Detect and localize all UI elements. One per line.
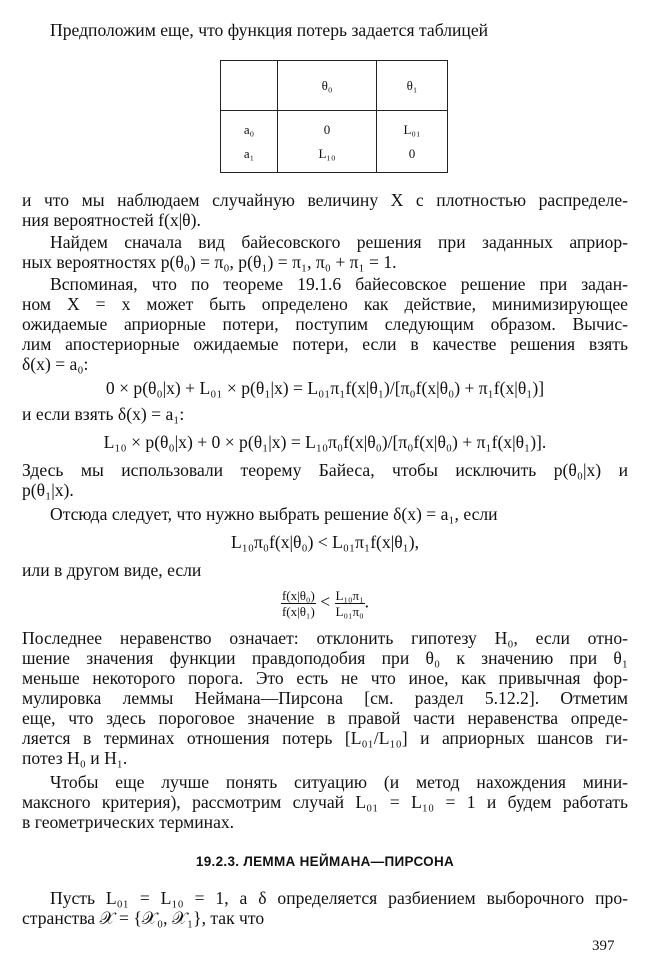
paragraph-line: Здесь мы использовали теорему Байеса, чтобы исключить p(θ₀|x) и [22,460,628,480]
paragraph-line: мулировка леммы Неймана—Пирсона [см. раздел 5.12.2]. Отметим [22,688,628,708]
fraction-threshold [335,588,365,619]
loss-table [220,60,448,173]
paragraph-line: Отсюда следует, что нужно выбрать решение δ(x) = a₁, если [50,504,498,524]
paragraph-line: или в другом виде, если [22,560,202,580]
paragraph-line: максного критерия), рассмотрим случай L₀₁ = L₁₀ = 1 и будем работать [22,792,628,812]
fraction-numerator: f(x|θ₀) [281,588,315,603]
fraction-denominator: f(x|θ₁) [281,604,315,619]
fraction-numerator: L₁₀π₁ [335,588,364,603]
paragraph-line: меньше некоторого порога. Это есть не что иное, как привычная фор- [22,668,628,688]
paragraph-line: лим апостериорные ожидаемые потери, если в качестве решения взять [22,334,628,354]
paragraph-line: в геометрических терминах. [22,812,235,832]
section-heading: 19.2.3. ЛЕММА НЕЙМАНА—ПИРСОНА [195,854,455,869]
paragraph-line: ном X = x может быть определено как действие, минимизирующее [22,294,628,314]
paragraph-line: странства 𝒳 = {𝒳₀, 𝒳₁}, так что [22,908,265,928]
page-number: 397 [592,938,615,954]
table-cell-a1-theta1: 0 [408,145,416,161]
paragraph-line: ожидаемые априорные потери, поступим следующим образом. Вычис- [22,314,628,334]
table-action-a1: a₁ [243,145,255,161]
paragraph-line: и если взять δ(x) = a₁: [22,404,185,424]
equation-loss-a1: L₁₀ × p(θ₀|x) + 0 × p(θ₁|x) = L₁₀π₀f(x|θ₀)/[π₀f(x|θ₀) + π₁f(x|θ₁)]. [103,432,547,452]
table-cell-a0-theta1: L₀₁ [403,121,421,137]
table-action-column [221,111,278,173]
equation-decision-rule: L₁₀π₀f(x|θ₀) < L₀₁π₁f(x|θ₁), [230,532,420,552]
paragraph-line: Пусть L₀₁ = L₁₀ = 1, а δ определяется разбиением выборочного про- [50,888,628,908]
inequality-sign: < [320,591,331,612]
paragraph-line: p(θ₁|x). [22,480,74,500]
paragraph-line: потез H₀ и H₁. [22,748,128,768]
paragraph-line: Последнее неравенство означает: отклонить гипотезу H₀, если отно- [22,628,628,648]
paragraph-line: и что мы наблюдаем случайную величину X с плотностью распределе- [22,190,628,210]
paragraph-line: ния вероятностей f(x|θ). [22,210,201,230]
intro-text: Предположим еще, что функция потерь задается таблицей [50,20,489,40]
paragraph-line: ляется в терминах отношения потерь [L₀₁/L₁₀] и априорных шансов ги- [22,728,628,748]
table-theta1-column [377,111,448,173]
paragraph-line: δ(x) = a₀: [22,354,89,374]
fraction-denominator: L₀₁π₀ [335,604,364,619]
table-action-a0: a₀ [243,121,255,137]
table-header-theta1: θ₁ [377,61,448,111]
equation-likelihood-ratio [22,588,628,624]
table-header-theta0: θ₀ [278,61,377,111]
table-corner-cell [221,61,278,111]
equation-period: . [364,591,370,612]
table-theta0-column [278,111,377,173]
paragraph-line: Найдем сначала вид байесовского решения при заданных априор- [50,232,628,252]
paragraph-line: еще, что здесь пороговое значение в правой части неравенства опреде- [22,708,628,728]
table-cell-a1-theta0: L₁₀ [318,145,336,161]
fraction-likelihood [281,588,316,619]
paragraph-line: ных вероятностях p(θ₀) = π₀, p(θ₁) = π₁, π₀ + π₁ = 1. [22,252,397,272]
equation-loss-a0: 0 × p(θ₀|x) + L₀₁ × p(θ₁|x) = L₀₁π₁f(x|θ₁)/[π₀f(x|θ₀) + π₁f(x|θ₁)] [105,378,545,398]
table-cell-a0-theta0: 0 [323,121,331,137]
paragraph-line: Вспоминая, что по теореме 19.1.6 байесовское решение при задан- [50,274,628,294]
paragraph-line: шение значения функции правдоподобия при θ₀ к значению при θ₁ [22,648,628,668]
paragraph-line: Чтобы еще лучше понять ситуацию (и метод нахождения мини- [50,772,628,792]
